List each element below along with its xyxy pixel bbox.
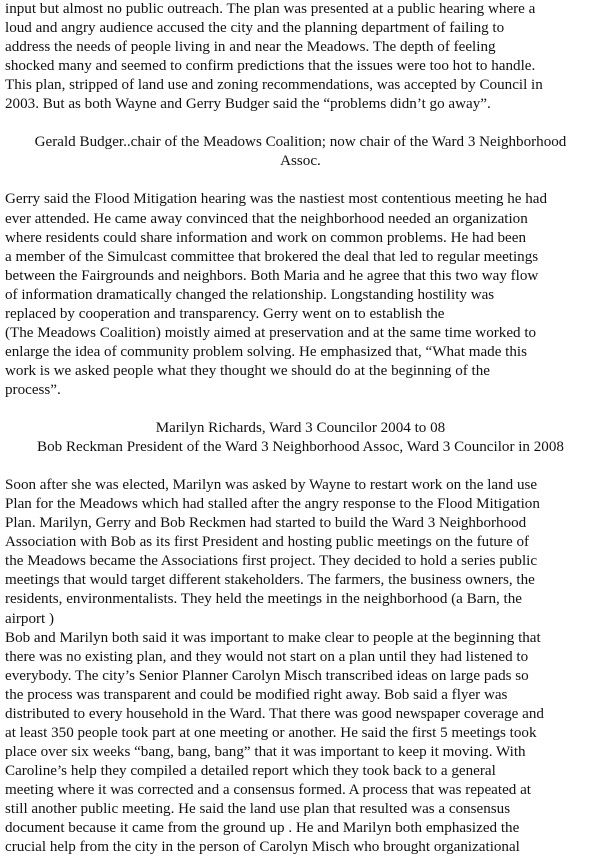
text-line: address the needs of people living in and near the Meadows. The depth of feeling	[5, 39, 496, 56]
text-line: Plan for the Meadows which had stalled after the angry response to the Flood Mitigation	[5, 496, 540, 513]
text-line: loud and angry audience accused the city and the planning department of failing to	[5, 20, 505, 37]
text-line: Caroline’s help they compiled a detailed report which they took back to a general	[5, 762, 496, 779]
text-line: work is we asked people what they thought we should do at the beginning of the	[5, 362, 490, 379]
text-line: Association with Bob as its first President and hosting public meetings on the future of	[5, 534, 530, 551]
text-line: airport )	[5, 610, 55, 627]
text-line: enlarge the idea of community problem solving. He emphasized that, “What made this	[5, 343, 527, 360]
text-line: residents, environmentalists. They held the meetings in the neighborhood (a Barn, the	[5, 591, 522, 608]
paragraph-meadows-plan	[5, 0, 596, 114]
text-line: crucial help from the city in the person of Carolyn Misch who brought organizational	[5, 839, 520, 856]
text-line: a member of the Simulcast committee that brokered the deal that led to regular meetings	[5, 248, 539, 265]
text-line: of information dramatically changed the relationship. Longstanding hostility was	[5, 286, 495, 303]
text-line: This plan, stripped of land use and zoning recommendations, was accepted by Council in	[5, 77, 543, 94]
text-line: the Meadows became the Associations first project. They decided to hold a series public	[5, 553, 538, 570]
text-line: meeting where it was corrected and a consensus formed. A process that was repeated at	[5, 781, 531, 798]
text-line: there was no existing plan, and they would not start on a plan until they had listened to	[5, 648, 529, 665]
heading-line: Gerald Budger..chair of the Meadows Coalition; now chair of the Ward 3 Neighborhood	[34, 134, 567, 151]
text-line: distributed to every household in the Ward. That there was good newspaper coverage and	[5, 705, 544, 722]
heading-line: Bob Reckman President of the Ward 3 Neighborhood Assoc, Ward 3 Councilor in 2008	[37, 439, 564, 456]
heading-line: Assoc.	[280, 153, 321, 170]
text-line: place over six weeks “bang, bang, bang” that it was important to keep it moving. With	[5, 743, 526, 760]
text-line: 2003. But as both Wayne and Gerry Budger said the “problems didn’t go away”.	[5, 96, 491, 113]
text-line: still another public meeting. He said the land use plan that resulted was a consensus	[5, 800, 511, 817]
section-heading-gerald-budger	[5, 133, 596, 171]
text-line: ever attended. He came away convinced that the neighborhood needed an organization	[5, 210, 528, 227]
text-line: where residents could share information and work on common problems. He had been	[5, 229, 527, 246]
text-line: document because it came from the ground up . He and Marilyn both emphasized the	[5, 820, 520, 837]
text-line: Soon after she was elected, Marilyn was asked by Wayne to restart work on the land use	[5, 477, 538, 494]
text-line: meetings that would target different stakeholders. The farmers, the business owners, the	[5, 572, 535, 589]
text-line: at least 350 people took part at one meeting or another. He said the first 5 meetings took	[5, 724, 537, 741]
heading-line: Marilyn Richards, Ward 3 Councilor 2004 to 08	[155, 420, 446, 437]
text-line: everybody. The city’s Senior Planner Carolyn Misch transcribed ideas on large pads so	[5, 667, 529, 684]
text-line: Plan. Marilyn, Gerry and Bob Reckmen had started to build the Ward 3 Neighborhood	[5, 515, 527, 532]
text-line: Gerry said the Flood Mitigation hearing was the nastiest most contentious meeting he had	[5, 191, 548, 208]
paragraph-gerry	[5, 190, 596, 400]
text-line: input but almost no public outreach. The plan was presented at a public hearing where a	[5, 1, 536, 17]
text-line: (The Meadows Coalition) moistly aimed at preservation and at the same time worked to	[5, 324, 537, 341]
text-line: between the Fairgrounds and neighbors. Both Maria and he agree that this two way flow	[5, 267, 539, 284]
section-heading-marilyn-bob	[5, 419, 596, 457]
text-line: process”.	[5, 381, 61, 398]
text-line: Bob and Marilyn both said it was important to make clear to people at the beginning that	[5, 629, 541, 646]
text-line: replaced by cooperation and transparency. Gerry went on to establish the	[5, 305, 445, 322]
paragraph-marilyn-bob	[5, 476, 596, 857]
text-line: shocked many and seemed to confirm predictions that the issues were too hot to handle.	[5, 58, 536, 75]
text-line: the process was transparent and could be modified right away. Bob said a flyer was	[5, 686, 508, 703]
